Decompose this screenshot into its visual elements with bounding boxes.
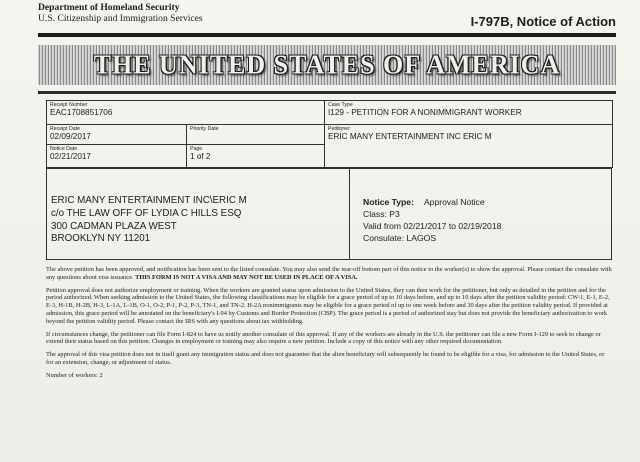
department-name: Department of Homeland Security [38,2,180,13]
notice-consulate: Consulate: LAGOS [363,233,437,244]
paragraph-status: The approval of this visa petition does not in itself grant any immigration status and does not guarantee that the alien beneficiary will subsequently be found to be eligible for a visa, for admission to the United States, or for an extension, change, or adjustment of status. [46,351,605,366]
page-cell [187,145,325,167]
case-type-label: Case Type [328,102,353,108]
priority-date-label: Priority Date [190,126,219,132]
receipt-number-cell [47,101,325,125]
notice-date-value: 02/21/2017 [50,152,91,161]
receipt-number-value: EAC1708851706 [50,108,113,117]
notice-date-label: Notice Date [50,146,78,152]
address-line-1: ERIC MANY ENTERTAINMENT INC\ERIC M [51,195,247,206]
receipt-date-cell [47,125,187,145]
notice-date-cell [47,145,187,167]
recipient-address [51,195,247,246]
case-type-cell [325,101,612,125]
notice-validity: Valid from 02/21/2017 to 02/19/2018 [363,221,502,232]
paragraph-circumstances: If circumstances change, the petitioner can file Form I-824 to have us notify another consulate of this approval. If any of the workers are already in the U.S. the petitioner can file a new Form I-129 to seek to change or extend their status based on this petition. Changes in employment or training may also require a new petition. Include a copy of this notice with any other required documentation. [46,330,601,346]
case-info-grid [46,100,613,168]
address-line-4: BROOKLYN NY 11201 [51,233,151,245]
top-rule [38,33,616,37]
recipient-address-box [46,168,349,260]
number-of-workers [46,372,612,380]
usa-banner [38,45,616,85]
paragraph-approval [46,266,612,282]
workers-label: Number of workers: [46,371,98,379]
notice-type-box [349,168,612,260]
priority-date-cell [187,125,325,145]
workers-value: 2 [99,371,103,379]
notice-details [363,196,501,244]
petitioner-value: ERIC MANY ENTERTAINMENT INC ERIC M [328,132,492,141]
receipt-date-label: Receipt Date [50,126,80,132]
receipt-number-label: Receipt Number [50,102,88,108]
banner-text: THE UNITED STATES OF AMERICA [93,49,561,80]
petitioner-label: Petitioner [328,126,350,132]
notice-type-label: Notice Type: [363,197,414,207]
form-title: I-797B, Notice of Action [470,14,616,29]
paragraph-approval-text: The above petition has been approved, and notification has been sent to the listed consulate. You may also send the tear-off bottom part of this notice to the worker(s) to show the approval. Please contact the consulate with any questions about visa issuance. [46,266,612,281]
notice-type-value: Approval Notice [423,197,485,207]
address-line-2: c/o THE LAW OFF OF LYDIA C HILLS ESQ [51,207,242,219]
agency-name: U.S. Citizenship and Immigration Services [38,13,203,24]
agency-header [38,2,203,24]
notice-class: Class: P3 [363,209,400,220]
petitioner-cell [325,125,612,167]
case-type-value: I129 - PETITION FOR A NONIMMIGRANT WORKER [328,108,522,117]
page-value: 1 of 2 [190,152,211,161]
address-line-3: 300 CADMAN PLAZA WEST [51,220,177,232]
paragraph-employment: Petition approval does not authorize employment or training. When the workers are granted status upon admission to the United States, they can then work for the petitioner, but only as detailed in the petition and for the period authorized. When seeking admission to the United States, the following classifications may be eligible for a grace period of up to 10 days before, and up to 10 days after the petition validity period: CW-1, E-1, E-2, E-3, H-1B, H-2B, H-3, L-1A, L-1B, O-1, O-2, P-1, P-2, P-3, TN-1, and TN-2. H-2A nonimmigrants may be eligible for a grace period of up to one week before and 30 days after the petition validity period. If provided at admission, this grace period will be annotated on the beneficiary's I-94 by Customs and Border Protection (CBP). The grace period is a period of authorized stay but does not provide the beneficiary authorization to work beyond the petition validity period. Please contact the IRS with any questions about tax withholding. [46,286,610,325]
receipt-date-value: 02/09/2017 [50,132,91,141]
page-label: Page [190,146,203,152]
notice-body-text [46,266,612,380]
not-a-visa-warning: THIS FORM IS NOT A VISA AND MAY NOT BE USED IN PLACE OF A VISA. [135,273,358,281]
banner-rule [38,91,616,94]
